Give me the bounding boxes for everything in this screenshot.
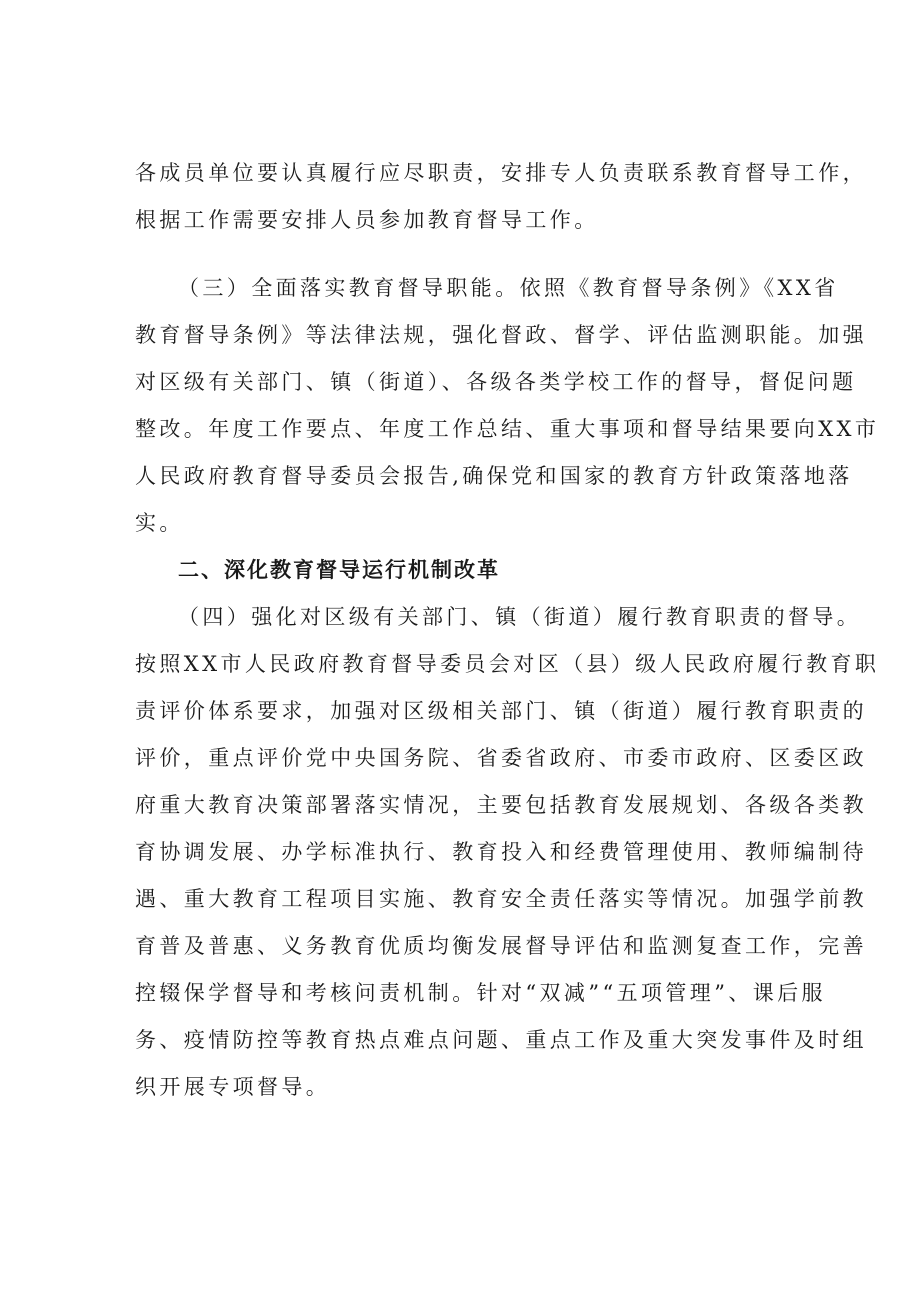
paragraph-four-line-8: 育普及普惠、义务教育优质均衡发展督导评估和监测复查工作，完善 bbox=[135, 934, 867, 958]
paragraph-three-line-4: 整改。年度工作要点、年度工作总结、重大事项和督导结果要向XX市 bbox=[135, 417, 880, 441]
paragraph-four-line-6: 育协调发展、办学标准执行、教育投入和经费管理使用、教师编制待 bbox=[135, 840, 867, 864]
paragraph-three-line-3: 对区级有关部门、镇（街道）、各级各类学校工作的督导，督促问题 bbox=[135, 370, 857, 394]
paragraph-four-line-1: （四）强化对区级有关部门、镇（街道）履行教育职责的督导。 bbox=[178, 605, 862, 629]
paragraph-three-line-5: 人民政府教育督导委员会报告,确保党和国家的教育方针政策落地落 bbox=[135, 464, 853, 488]
section-heading: 二、深化教育督导运行机制改革 bbox=[178, 558, 500, 582]
paragraph-four-line-11: 织开展专项督导。 bbox=[135, 1075, 331, 1099]
paragraph-four-line-5: 府重大教育决策部署落实情况，主要包括教育发展规划、各级各类教 bbox=[135, 793, 867, 817]
paragraph-four-line-2: 按照XX市人民政府教育督导委员会对区（县）级人民政府履行教育职 bbox=[135, 652, 880, 676]
paragraph-members-line-2: 根据工作需要安排人员参加教育督导工作。 bbox=[135, 208, 599, 232]
paragraph-four-line-4: 评价，重点评价党中央国务院、省委省政府、市委市政府、区委区政 bbox=[135, 746, 867, 770]
paragraph-four-line-3: 责评价体系要求，加强对区级相关部门、镇（街道）履行教育职责的 bbox=[135, 699, 867, 723]
paragraph-four-line-10: 务、疫情防控等教育热点难点问题、重点工作及重大突发事件及时组 bbox=[135, 1028, 867, 1052]
paragraph-three-line-2: 教育督导条例》等法律法规，强化督政、督学、评估监测职能。加强 bbox=[135, 323, 867, 347]
paragraph-three-line-1: （三）全面落实教育督导职能。依照《教育督导条例》《XX省 bbox=[178, 276, 839, 300]
paragraph-four-line-9: 控辍保学督导和考核问责机制。针对“双减”“五项管理”、课后服 bbox=[135, 981, 826, 1005]
paragraph-three-line-6: 实。 bbox=[135, 511, 184, 535]
paragraph-four-line-7: 遇、重大教育工程项目实施、教育安全责任落实等情况。加强学前教 bbox=[135, 887, 867, 911]
paragraph-members-line-1: 各成员单位要认真履行应尽职责，安排专人负责联系教育督导工作， bbox=[135, 161, 867, 185]
